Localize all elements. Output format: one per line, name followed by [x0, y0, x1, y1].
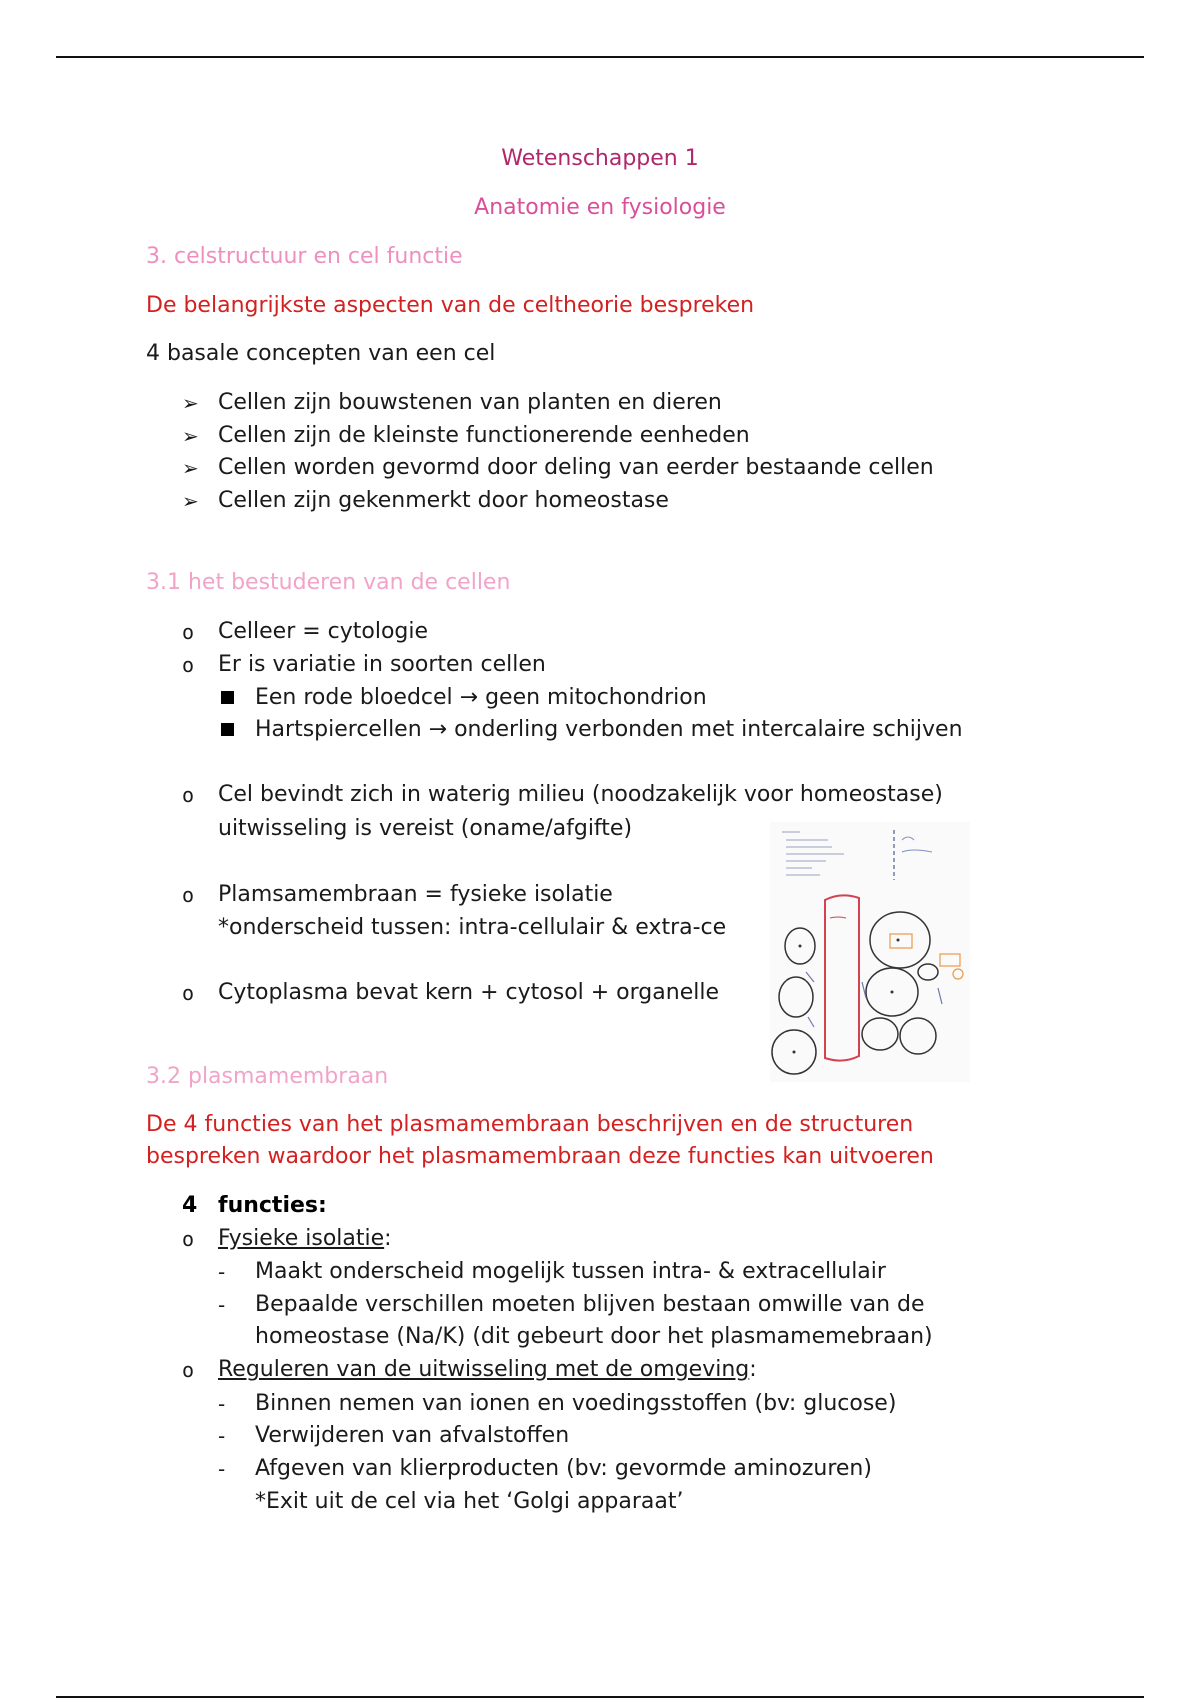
arrow-bullet-icon: ➢ — [182, 456, 199, 480]
dash-bullet-icon: - — [218, 1260, 226, 1284]
dash-bullet-icon: - — [218, 1392, 226, 1416]
section-3-2-heading: 3.2 plasmamembraan — [146, 1064, 389, 1089]
isolation-point: Bepaalde verschillen moeten blijven bestaan omwille van de — [255, 1292, 925, 1317]
circle-bullet-icon: o — [182, 981, 195, 1005]
regulation-point: Afgeven van klierproducten (bv: gevormde aminozuren) — [255, 1456, 872, 1481]
function-isolation-row — [218, 1224, 392, 1254]
regulation-point: Verwijderen van afvalstoffen — [255, 1423, 570, 1448]
arrow-bullet-icon: ➢ — [182, 391, 199, 415]
function-regulation-label: Reguleren van de uitwisseling met de omgeving — [218, 1357, 750, 1382]
study-item-continuation: *onderscheid tussen: intra-cellulair & extra-ce — [218, 915, 727, 940]
concept-item: Cellen zijn gekenmerkt door homeostase — [218, 488, 669, 513]
dash-bullet-icon: - — [218, 1457, 226, 1481]
study-item: Cytoplasma bevat kern + cytosol + organelle — [218, 980, 719, 1005]
isolation-point-continuation: homeostase (Na/K) (dit gebeurt door het plasmamemebraan) — [255, 1324, 933, 1349]
circle-bullet-icon: o — [182, 883, 195, 907]
square-bullet-icon — [221, 691, 234, 704]
square-bullet-icon — [221, 723, 234, 736]
hand-drawn-cell-sketch-illustration — [770, 822, 970, 1082]
study-item: Plamsamembraan = fysieke isolatie — [218, 882, 613, 907]
isolation-point: Maakt onderscheid mogelijk tussen intra- & extracellulair — [255, 1259, 886, 1284]
functions-number: 4 — [182, 1193, 198, 1218]
cell-variation-item: Hartspiercellen → onderling verbonden met intercalaire schijven — [255, 717, 963, 742]
concepts-intro: 4 basale concepten van een cel — [146, 341, 496, 366]
section-3-heading: 3. celstructuur en cel functie — [146, 244, 463, 269]
label-colon: : — [384, 1226, 392, 1251]
cell-variation-item: Een rode bloedcel → geen mitochondrion — [255, 685, 707, 710]
functions-label: functies: — [218, 1193, 327, 1218]
arrow-bullet-icon: ➢ — [182, 489, 199, 513]
label-colon: : — [749, 1357, 757, 1382]
section-3-2-objective-line-1: De 4 functies van het plasmamembraan beschrijven en de structuren — [146, 1112, 914, 1137]
subject-title: Anatomie en fysiologie — [474, 195, 726, 220]
circle-bullet-icon: o — [182, 653, 195, 677]
course-title: Wetenschappen 1 — [501, 146, 699, 171]
section-3-1-heading: 3.1 het bestuderen van de cellen — [146, 570, 511, 595]
study-item: Cel bevindt zich in waterig milieu (noodzakelijk voor homeostase) — [218, 782, 943, 807]
study-item: Er is variatie in soorten cellen — [218, 652, 546, 677]
function-regulation-row — [218, 1355, 757, 1385]
concept-item: Cellen worden gevormd door deling van eerder bestaande cellen — [218, 455, 934, 480]
concept-item: Cellen zijn bouwstenen van planten en dieren — [218, 390, 722, 415]
section-3-objective: De belangrijkste aspecten van de celtheorie bespreken — [146, 293, 755, 318]
circle-bullet-icon: o — [182, 783, 195, 807]
regulation-point-continuation: *Exit uit de cel via het ‘Golgi apparaat’ — [255, 1489, 684, 1514]
function-isolation-label: Fysieke isolatie — [218, 1226, 385, 1251]
dash-bullet-icon: - — [218, 1293, 226, 1317]
study-item-continuation: uitwisseling is vereist (oname/afgifte) — [218, 816, 633, 841]
footer-rule — [56, 1696, 1144, 1698]
study-item: Celleer = cytologie — [218, 619, 429, 644]
circle-bullet-icon: o — [182, 620, 195, 644]
header-rule — [56, 56, 1144, 58]
concept-item: Cellen zijn de kleinste functionerende eenheden — [218, 423, 750, 448]
circle-bullet-icon: o — [182, 1227, 195, 1251]
arrow-bullet-icon: ➢ — [182, 424, 199, 448]
circle-bullet-icon: o — [182, 1358, 195, 1382]
dash-bullet-icon: - — [218, 1424, 226, 1448]
section-3-2-objective-line-2: bespreken waardoor het plasmamembraan deze functies kan uitvoeren — [146, 1144, 934, 1169]
regulation-point: Binnen nemen van ionen en voedingsstoffen (bv: glucose) — [255, 1391, 897, 1416]
